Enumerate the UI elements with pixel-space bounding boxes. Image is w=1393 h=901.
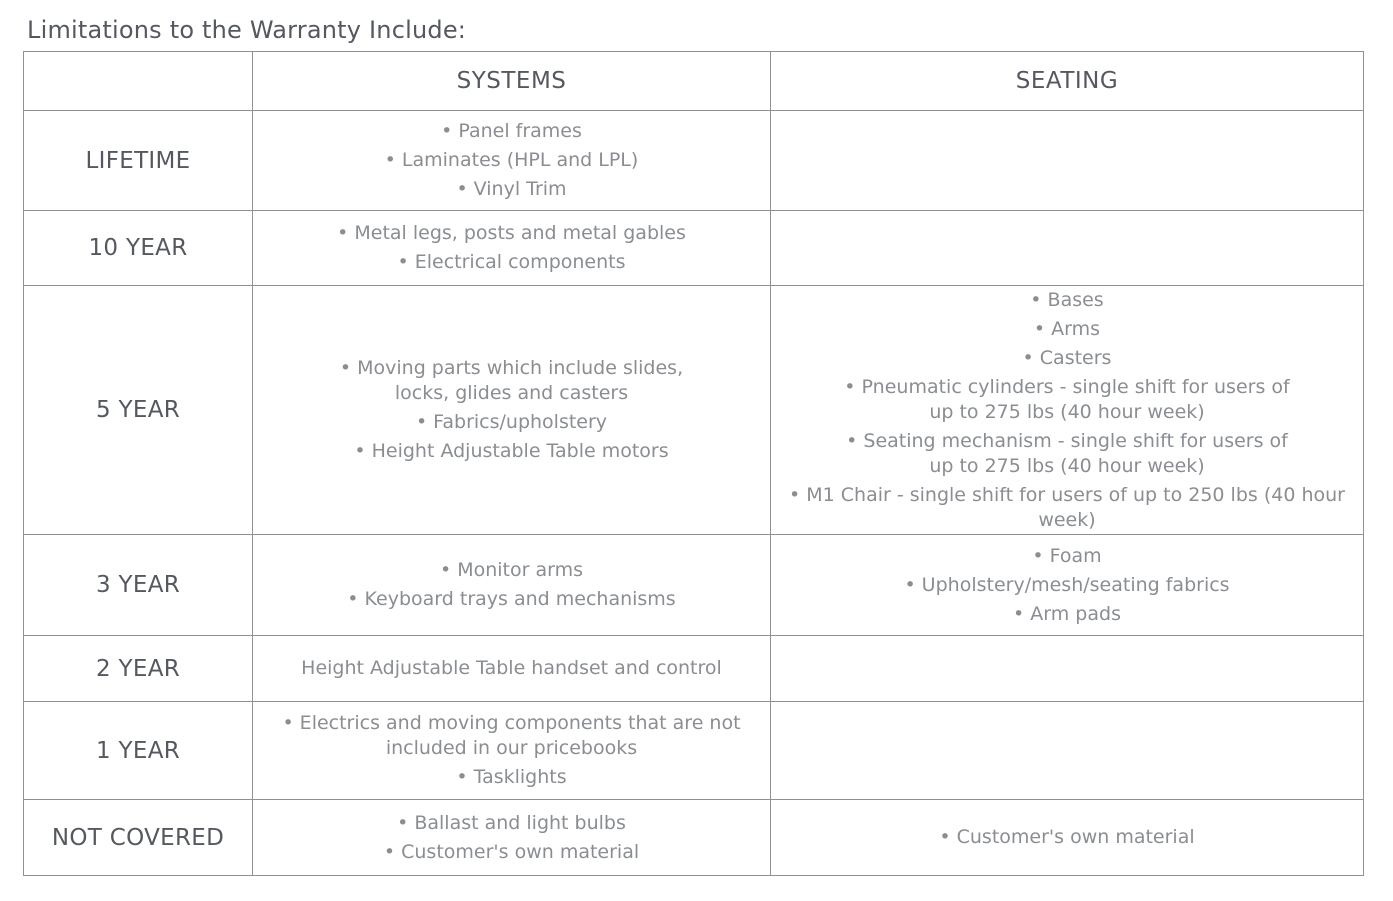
- list-item: • Arm pads: [1013, 602, 1121, 625]
- row-label: LIFETIME: [24, 111, 253, 211]
- list-item: • Tasklights: [456, 766, 567, 788]
- systems-cell: [253, 702, 771, 800]
- systems-cell: [253, 286, 771, 535]
- row-label: 10 YEAR: [24, 211, 253, 286]
- list-item: • Upholstery/mesh/seating fabrics: [904, 573, 1230, 596]
- list-item: • Monitor arms: [439, 559, 584, 581]
- row-label: 5 YEAR: [24, 286, 253, 535]
- row-label: 2 YEAR: [24, 636, 253, 702]
- list-item: • Vinyl Trim: [456, 178, 567, 200]
- list-item: • Fabrics/upholstery: [415, 411, 608, 433]
- list-item: • Electrics and moving components that are not included in our pricebooks: [282, 712, 741, 759]
- header-empty-cell: [24, 52, 253, 111]
- table-row: [24, 211, 1364, 286]
- list-item: • Casters: [1022, 346, 1112, 369]
- list-item: • Laminates (HPL and LPL): [384, 149, 639, 171]
- list-item: • Bases: [1030, 288, 1104, 311]
- header-systems: SYSTEMS: [253, 52, 771, 111]
- seating-cell: [771, 636, 1364, 702]
- list-item: • Ballast and light bulbs: [397, 811, 626, 834]
- seating-cell: [771, 702, 1364, 800]
- list-item: Height Adjustable Table handset and control: [301, 657, 722, 679]
- seating-cell: [771, 800, 1364, 876]
- list-item: • Customer's own material: [383, 840, 640, 863]
- table-row: [24, 636, 1364, 702]
- row-label: 1 YEAR: [24, 702, 253, 800]
- page-title: Limitations to the Warranty Include:: [27, 16, 467, 44]
- list-item: • Foam: [1032, 544, 1102, 567]
- list-item: • Keyboard trays and mechanisms: [347, 588, 676, 610]
- systems-cell: [253, 535, 771, 636]
- row-label: 3 YEAR: [24, 535, 253, 636]
- table-row: [24, 800, 1364, 876]
- seating-cell: [771, 211, 1364, 286]
- table-row: [24, 286, 1364, 535]
- table-row: [24, 111, 1364, 211]
- table-row: [24, 702, 1364, 800]
- warranty-table: [23, 51, 1364, 876]
- header-seating: SEATING: [771, 52, 1364, 111]
- table-row: [24, 535, 1364, 636]
- list-item: • Arms: [1033, 317, 1101, 340]
- list-item: • Panel frames: [441, 120, 582, 142]
- header-row: [24, 52, 1364, 111]
- list-item: • Electrical components: [397, 251, 626, 273]
- list-item: • Height Adjustable Table motors: [354, 440, 669, 462]
- list-item: • Metal legs, posts and metal gables: [337, 222, 686, 244]
- systems-cell: [253, 111, 771, 211]
- list-item: • Pneumatic cylinders - single shift for users of up to 275 lbs (40 hour week): [844, 375, 1290, 423]
- row-label: NOT COVERED: [24, 800, 253, 876]
- seating-cell: [771, 535, 1364, 636]
- systems-cell: [253, 211, 771, 286]
- seating-cell: [771, 286, 1364, 535]
- list-item: • Seating mechanism - single shift for users of up to 275 lbs (40 hour week): [846, 429, 1288, 477]
- systems-cell: [253, 636, 771, 702]
- systems-cell: [253, 800, 771, 876]
- list-item: • M1 Chair - single shift for users of up to 250 lbs (40 hour week): [789, 483, 1345, 531]
- list-item: • Customer's own material: [939, 826, 1195, 848]
- list-item: • Moving parts which include slides, locks, glides and casters: [339, 357, 684, 404]
- seating-cell: [771, 111, 1364, 211]
